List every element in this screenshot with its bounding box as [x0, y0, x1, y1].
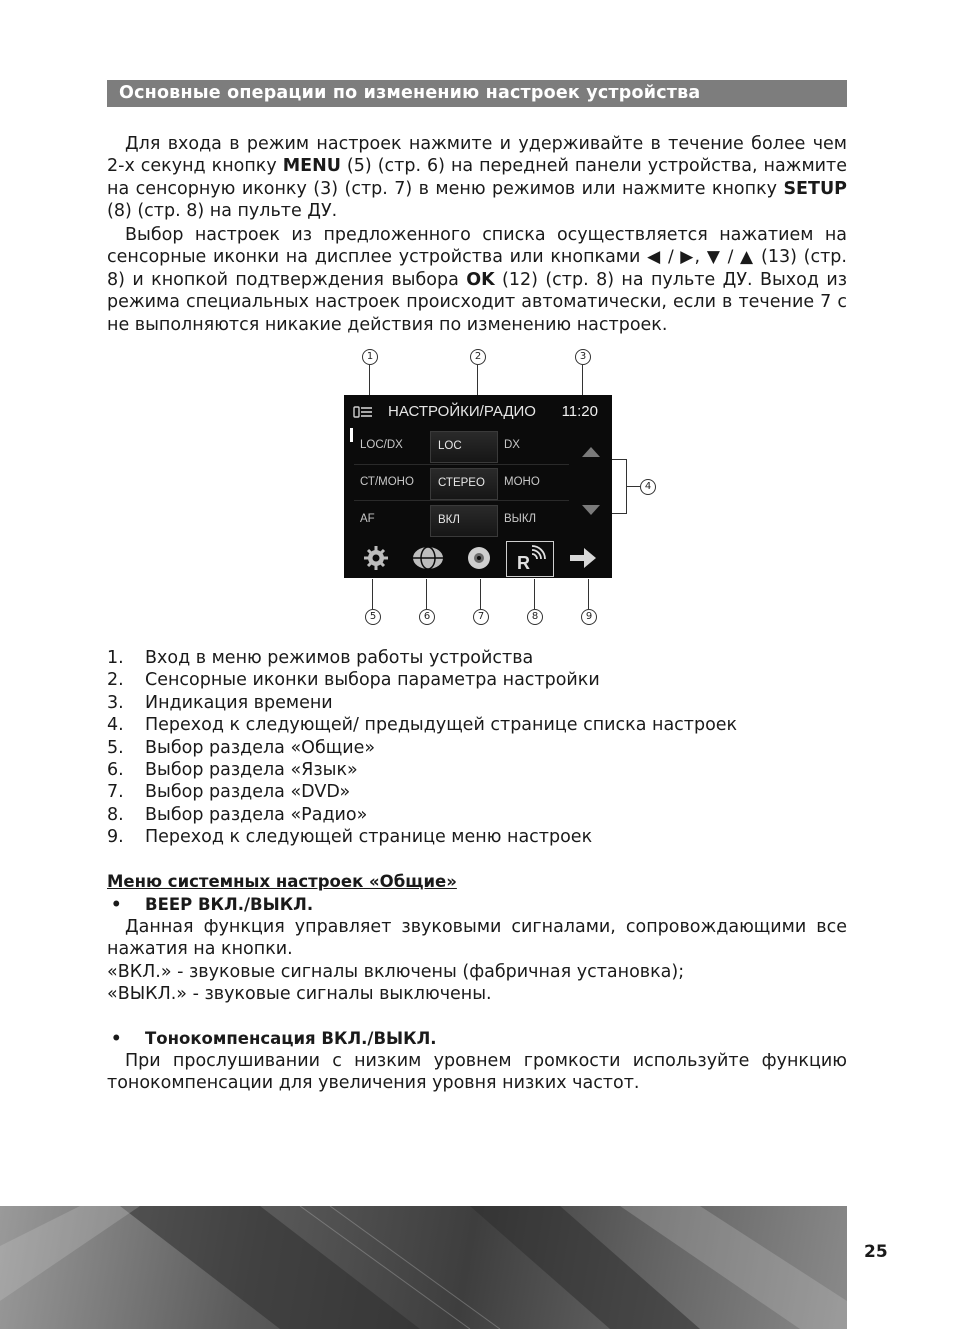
setting-row-locdx [344, 427, 572, 463]
time-display: 11:20 [561, 403, 598, 420]
setting-row-stereo [344, 464, 572, 500]
general-menu-title: Меню системных настроек «Общие» [107, 872, 457, 891]
callout-2: 2 [470, 349, 486, 365]
film-strip-decoration [0, 1206, 847, 1329]
intro-paragraph-2: Выбор настроек из предложенного списка осуществляется нажатием на сенсорные иконки на дисплее устройства или кнопками ◀ / ▶, ▼ / ▲ (13) (стр. 8) и кнопкой подтверждения выбора OK (12) (стр. 8) на пульте ДУ. Выход из режима специальных настроек происходит автоматически, если в течение 7 с не выполняются никакие действия по изменению настроек. [107, 225, 848, 335]
callout-9: 9 [581, 609, 597, 625]
loudness-description: При прослушивании с низким уровнем громкости используйте функцию тонокомпенсации для увеличения уровня низких частот. [107, 1051, 847, 1094]
footer-decoration [0, 1206, 847, 1329]
beep-on-text: «ВКЛ.» - звуковые сигналы включены (фабричная установка); [107, 962, 685, 982]
list-item: 2. Сенсорные иконки выбора параметра настройки [107, 670, 600, 691]
gear-icon[interactable] [356, 543, 396, 573]
page-up-icon[interactable] [580, 445, 602, 459]
callout-7: 7 [473, 609, 489, 625]
legend-list [107, 647, 847, 849]
list-item: 1. Вход в меню режимов работы устройства [107, 648, 534, 668]
option-off-button[interactable]: ВЫКЛ [504, 513, 537, 525]
callout-1: 1 [362, 349, 378, 365]
arrow-right-icon[interactable] [562, 543, 602, 573]
list-item: 5. Выбор раздела «Общие» [107, 737, 376, 758]
setting-label: СТ/МОНО [360, 476, 414, 488]
ok-key: OK [466, 269, 495, 290]
intro-paragraph-1: Для входа в режим настроек нажмите и удерживайте в течение более чем 2-х секунд кнопку MENU (5) (стр. 6) на передней панели устройства, нажмите на сенсорную иконку (3) (стр. 7) в меню режимов или нажмите кнопку SETUP (8) (стр. 8) на пульте ДУ. [107, 134, 847, 222]
callout-3: 3 [575, 349, 591, 365]
loudness-title: Тонокомпенсация ВКЛ./ВЫКЛ. [145, 1029, 437, 1048]
setup-key: SETUP [783, 178, 847, 199]
left-right-arrows-icon: ◀ / ▶ [647, 247, 695, 268]
callout-5: 5 [365, 609, 381, 625]
menu-icon[interactable] [353, 405, 373, 419]
section-tabs [344, 539, 612, 578]
list-item: 7. Выбор раздела «DVD» [107, 782, 351, 803]
page-down-icon[interactable] [580, 503, 602, 517]
setting-label: LOC/DX [360, 439, 403, 451]
setting-row-af [344, 501, 572, 537]
callout-4: 4 [640, 479, 656, 495]
beep-description: Данная функция управляет звуковыми сигналами, сопровождающими все нажатия на кнопки. [107, 917, 847, 960]
beep-off-text: «ВЫКЛ.» - звуковые сигналы выключены. [107, 984, 492, 1004]
menu-key: MENU [282, 156, 341, 177]
option-on-button[interactable]: ВКЛ [430, 505, 498, 537]
option-mono-button[interactable]: МОНО [504, 476, 540, 488]
beep-title: BEEP ВКЛ./ВЫКЛ. [145, 895, 314, 914]
list-item: 6. Выбор раздела «Язык» [107, 759, 358, 780]
list-item: 4. Переход к следующей/ предыдущей странице списка настроек [107, 715, 738, 736]
settings-screen-figure [340, 345, 670, 630]
page-number: 25 [864, 1242, 888, 1262]
globe-icon[interactable] [408, 543, 448, 573]
svg-text:R: R [517, 553, 530, 573]
option-dx-button[interactable]: DX [504, 439, 520, 451]
screen-title: НАСТРОЙКИ/РАДИО [388, 403, 536, 420]
device-screen [344, 395, 612, 578]
list-item: 8. Выбор раздела «Радио» [107, 804, 368, 825]
list-item: 3. Индикация времени [107, 692, 333, 713]
option-stereo-button[interactable]: СТЕРЕО [430, 468, 498, 500]
radio-icon[interactable] [506, 541, 554, 577]
callout-8: 8 [527, 609, 543, 625]
list-item: 9. Переход к следующей странице меню настроек [107, 827, 593, 848]
screen-header [344, 401, 612, 423]
setting-label: AF [360, 513, 375, 525]
section-header [107, 80, 847, 107]
section-title: Основные операции по изменению настроек устройства [119, 83, 701, 103]
disc-icon[interactable] [459, 543, 499, 573]
option-loc-button[interactable]: LOC [430, 431, 498, 463]
down-up-arrows-icon: ▼ / ▲ [706, 247, 755, 268]
callout-6: 6 [419, 609, 435, 625]
